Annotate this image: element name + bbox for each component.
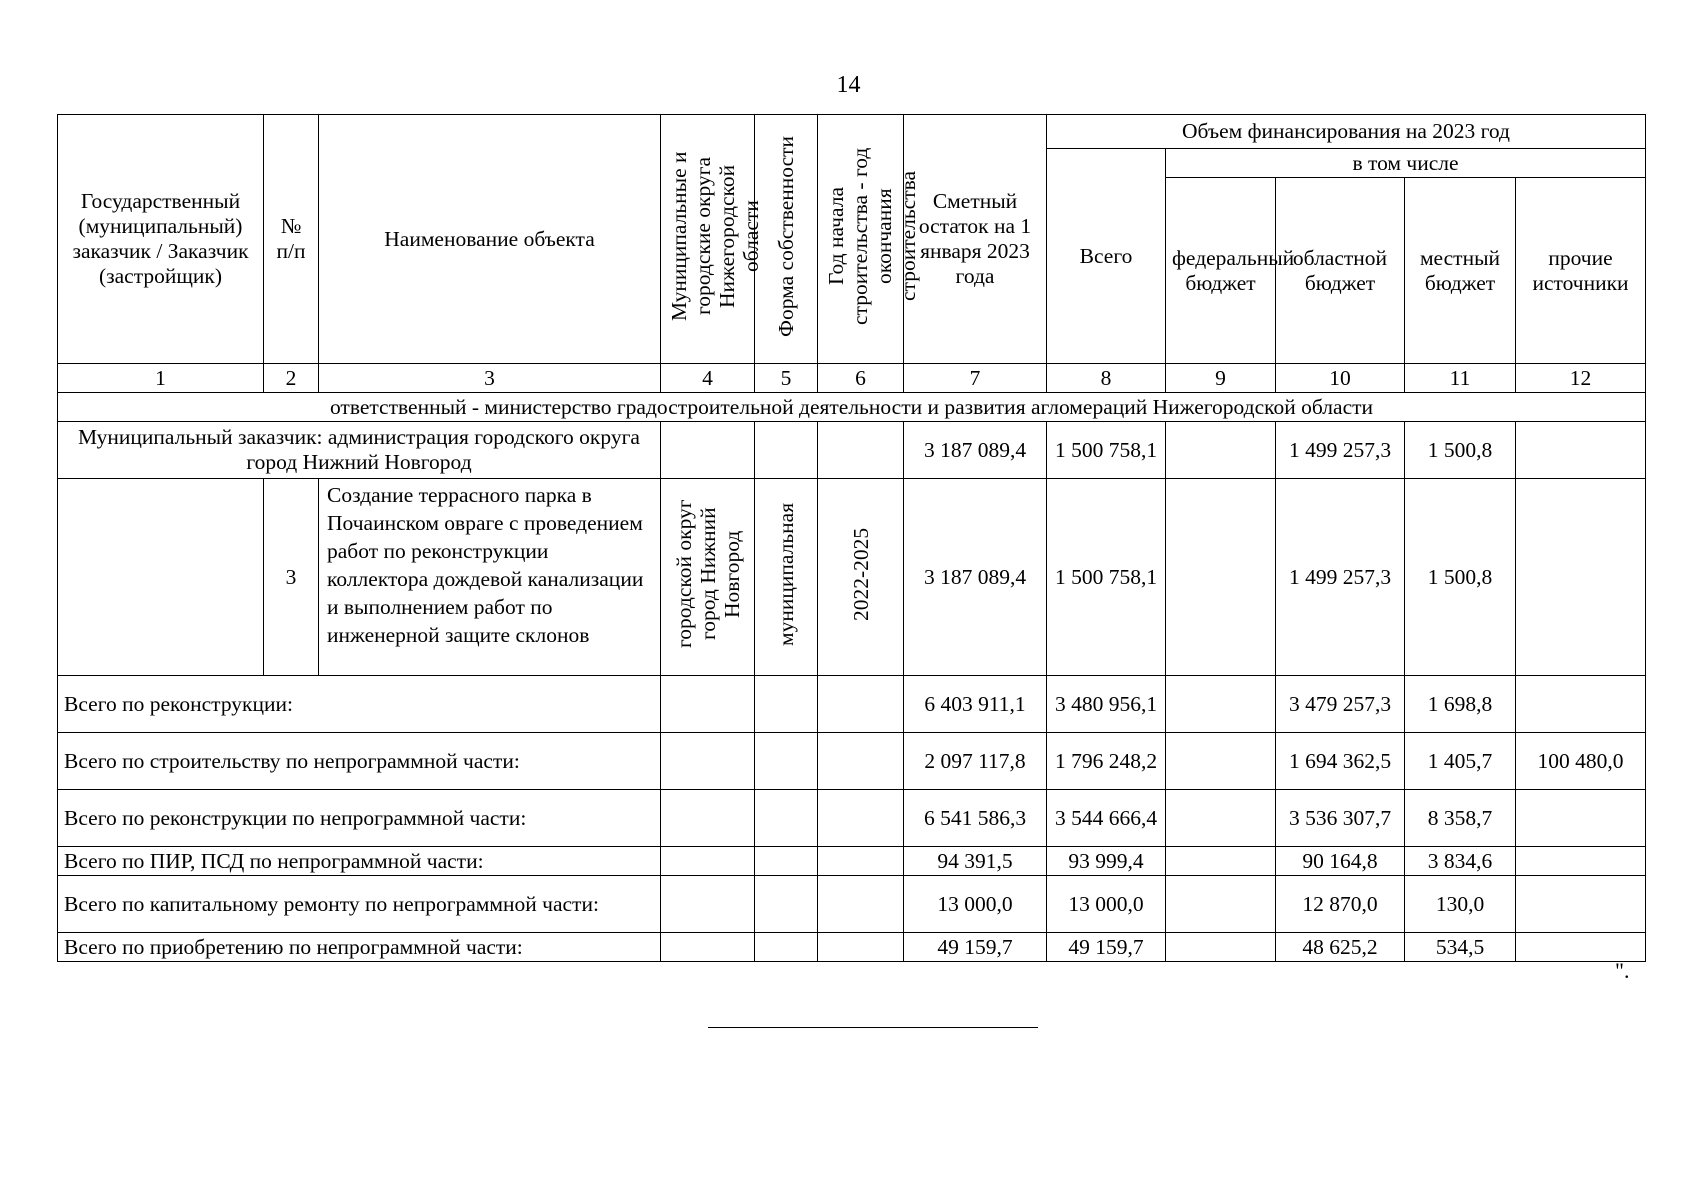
empty-cell (818, 733, 904, 790)
column-numbers-row (58, 364, 1646, 393)
empty-cell (755, 790, 818, 847)
summary-federal (1166, 847, 1276, 876)
customer-total: 1 500 758,1 (1047, 422, 1166, 479)
summary-label: Всего по приобретению по непрограммной части: (58, 933, 661, 962)
object-regional: 1 499 257,3 (1276, 479, 1405, 676)
object-municipality-cell (661, 479, 755, 676)
object-municipality: городской округ город Нижний Новгород (671, 499, 744, 649)
header-financing: Объем финансирования на 2023 год (1047, 115, 1646, 149)
summary-label: Всего по реконструкции: (58, 676, 661, 733)
summary-regional: 12 870,0 (1276, 876, 1405, 933)
header-customer: Государственный (муниципальный) заказчик / Заказчик (застройщик) (58, 115, 264, 364)
col-number: 10 (1276, 364, 1405, 393)
summary-estimate: 94 391,5 (904, 847, 1047, 876)
summary-federal (1166, 933, 1276, 962)
summary-row (58, 790, 1646, 847)
empty-cell (818, 422, 904, 479)
empty-cell (755, 876, 818, 933)
empty-cell (818, 676, 904, 733)
col-number: 8 (1047, 364, 1166, 393)
summary-regional: 3 536 307,7 (1276, 790, 1405, 847)
empty-cell (661, 933, 755, 962)
financing-table (57, 114, 1646, 962)
summary-local: 1 405,7 (1405, 733, 1516, 790)
summary-local: 130,0 (1405, 876, 1516, 933)
col-number: 3 (319, 364, 661, 393)
empty-cell (661, 876, 755, 933)
col-number: 12 (1516, 364, 1646, 393)
summary-total: 49 159,7 (1047, 933, 1166, 962)
header-local: местный бюджет (1405, 178, 1516, 364)
empty-cell (661, 733, 755, 790)
object-years-cell (818, 479, 904, 676)
empty-cell (755, 847, 818, 876)
header-regional: областной бюджет (1276, 178, 1405, 364)
customer-label: Муниципальный заказчик: администрация городского округа город Нижний Новгород (58, 422, 661, 479)
header-years: Год начала строительства - год окончания строительства (824, 147, 920, 325)
summary-label: Всего по капитальному ремонту по непрограммной части: (58, 876, 661, 933)
col-number: 1 (58, 364, 264, 393)
object-ownership-cell (755, 479, 818, 676)
empty-cell (1516, 422, 1646, 479)
header-estimate: Сметный остаток на 1 января 2023 года (904, 115, 1047, 364)
col-number: 9 (1166, 364, 1276, 393)
summary-row (58, 733, 1646, 790)
summary-estimate: 6 541 586,3 (904, 790, 1047, 847)
summary-total: 1 796 248,2 (1047, 733, 1166, 790)
object-ownership: муниципальная (774, 502, 798, 646)
summary-row (58, 933, 1646, 962)
object-total: 1 500 758,1 (1047, 479, 1166, 676)
summary-federal (1166, 876, 1276, 933)
signature-line (708, 1027, 1038, 1028)
summary-estimate: 2 097 117,8 (904, 733, 1047, 790)
header-municipality-cell (661, 115, 763, 364)
summary-label: Всего по реконструкции по непрограммной части: (58, 790, 661, 847)
summary-local: 3 834,6 (1405, 847, 1516, 876)
summary-local: 534,5 (1405, 933, 1516, 962)
col-number: 5 (755, 364, 818, 393)
empty-cell (755, 733, 818, 790)
summary-regional: 3 479 257,3 (1276, 676, 1405, 733)
empty-cell (818, 847, 904, 876)
header-municipality: Муниципальные и городские округа Нижегородской области (667, 151, 763, 321)
customer-row (58, 422, 1646, 479)
summary-regional: 1 694 362,5 (1276, 733, 1405, 790)
empty-cell (661, 422, 755, 479)
summary-regional: 90 164,8 (1276, 847, 1405, 876)
col-number: 4 (661, 364, 755, 393)
object-years: 2022-2025 (848, 527, 873, 621)
summary-local: 1 698,8 (1405, 676, 1516, 733)
summary-regional: 48 625,2 (1276, 933, 1405, 962)
summary-row (58, 876, 1646, 933)
summary-estimate: 49 159,7 (904, 933, 1047, 962)
summary-label: Всего по ПИР, ПСД по непрограммной части: (58, 847, 661, 876)
empty-cell (818, 790, 904, 847)
summary-estimate: 13 000,0 (904, 876, 1047, 933)
empty-cell (755, 933, 818, 962)
col-number: 2 (264, 364, 319, 393)
summary-total: 3 544 666,4 (1047, 790, 1166, 847)
summary-federal (1166, 676, 1276, 733)
summary-local: 8 358,7 (1405, 790, 1516, 847)
empty-cell (818, 933, 904, 962)
empty-cell (755, 676, 818, 733)
col-number: 7 (904, 364, 1047, 393)
header-num: № п/п (264, 115, 319, 364)
customer-local: 1 500,8 (1405, 422, 1516, 479)
customer-regional: 1 499 257,3 (1276, 422, 1405, 479)
customer-estimate: 3 187 089,4 (904, 422, 1047, 479)
summary-other (1516, 876, 1646, 933)
summary-total: 3 480 956,1 (1047, 676, 1166, 733)
page-number: 14 (836, 72, 861, 98)
responsible-label: ответственный - министерство градостроительной деятельности и развития агломераций Нижегородской области (58, 393, 1646, 422)
col-number: 6 (818, 364, 904, 393)
empty-cell (755, 422, 818, 479)
object-row (58, 479, 1646, 676)
header-federal: федеральный бюджет (1166, 178, 1276, 364)
header-total: Всего (1047, 149, 1166, 364)
header-including: в том числе (1166, 149, 1646, 178)
empty-cell (661, 676, 755, 733)
empty-cell (58, 479, 264, 676)
summary-total: 93 999,4 (1047, 847, 1166, 876)
object-local: 1 500,8 (1405, 479, 1516, 676)
summary-other (1516, 676, 1646, 733)
empty-cell (661, 847, 755, 876)
object-estimate: 3 187 089,4 (904, 479, 1047, 676)
header-ownership-cell (755, 115, 818, 364)
summary-estimate: 6 403 911,1 (904, 676, 1047, 733)
header-ownership: Форма собственности (774, 135, 798, 337)
summary-other: 100 480,0 (1516, 733, 1646, 790)
summary-other (1516, 847, 1646, 876)
summary-federal (1166, 790, 1276, 847)
empty-cell (1166, 479, 1276, 676)
responsible-row (58, 393, 1646, 422)
header-object-name: Наименование объекта (319, 115, 661, 364)
object-num: 3 (264, 479, 319, 676)
empty-cell (818, 876, 904, 933)
empty-cell (1166, 422, 1276, 479)
header-row-1 (58, 115, 1646, 149)
col-number: 11 (1405, 364, 1516, 393)
summary-row (58, 847, 1646, 876)
header-years-cell (818, 115, 920, 364)
summary-federal (1166, 733, 1276, 790)
summary-total: 13 000,0 (1047, 876, 1166, 933)
empty-cell (661, 790, 755, 847)
empty-cell (1516, 479, 1646, 676)
summary-other (1516, 790, 1646, 847)
header-other: прочие источники (1516, 178, 1646, 364)
closing-quote-mark: ". (1615, 958, 1630, 983)
object-name: Создание террасного парка в Почаинском овраге с проведением работ по реконструкции коллектора дождевой канализации и выполнением работ по инженерной защите склонов (319, 479, 661, 676)
summary-row (58, 676, 1646, 733)
summary-label: Всего по строительству по непрограммной части: (58, 733, 661, 790)
